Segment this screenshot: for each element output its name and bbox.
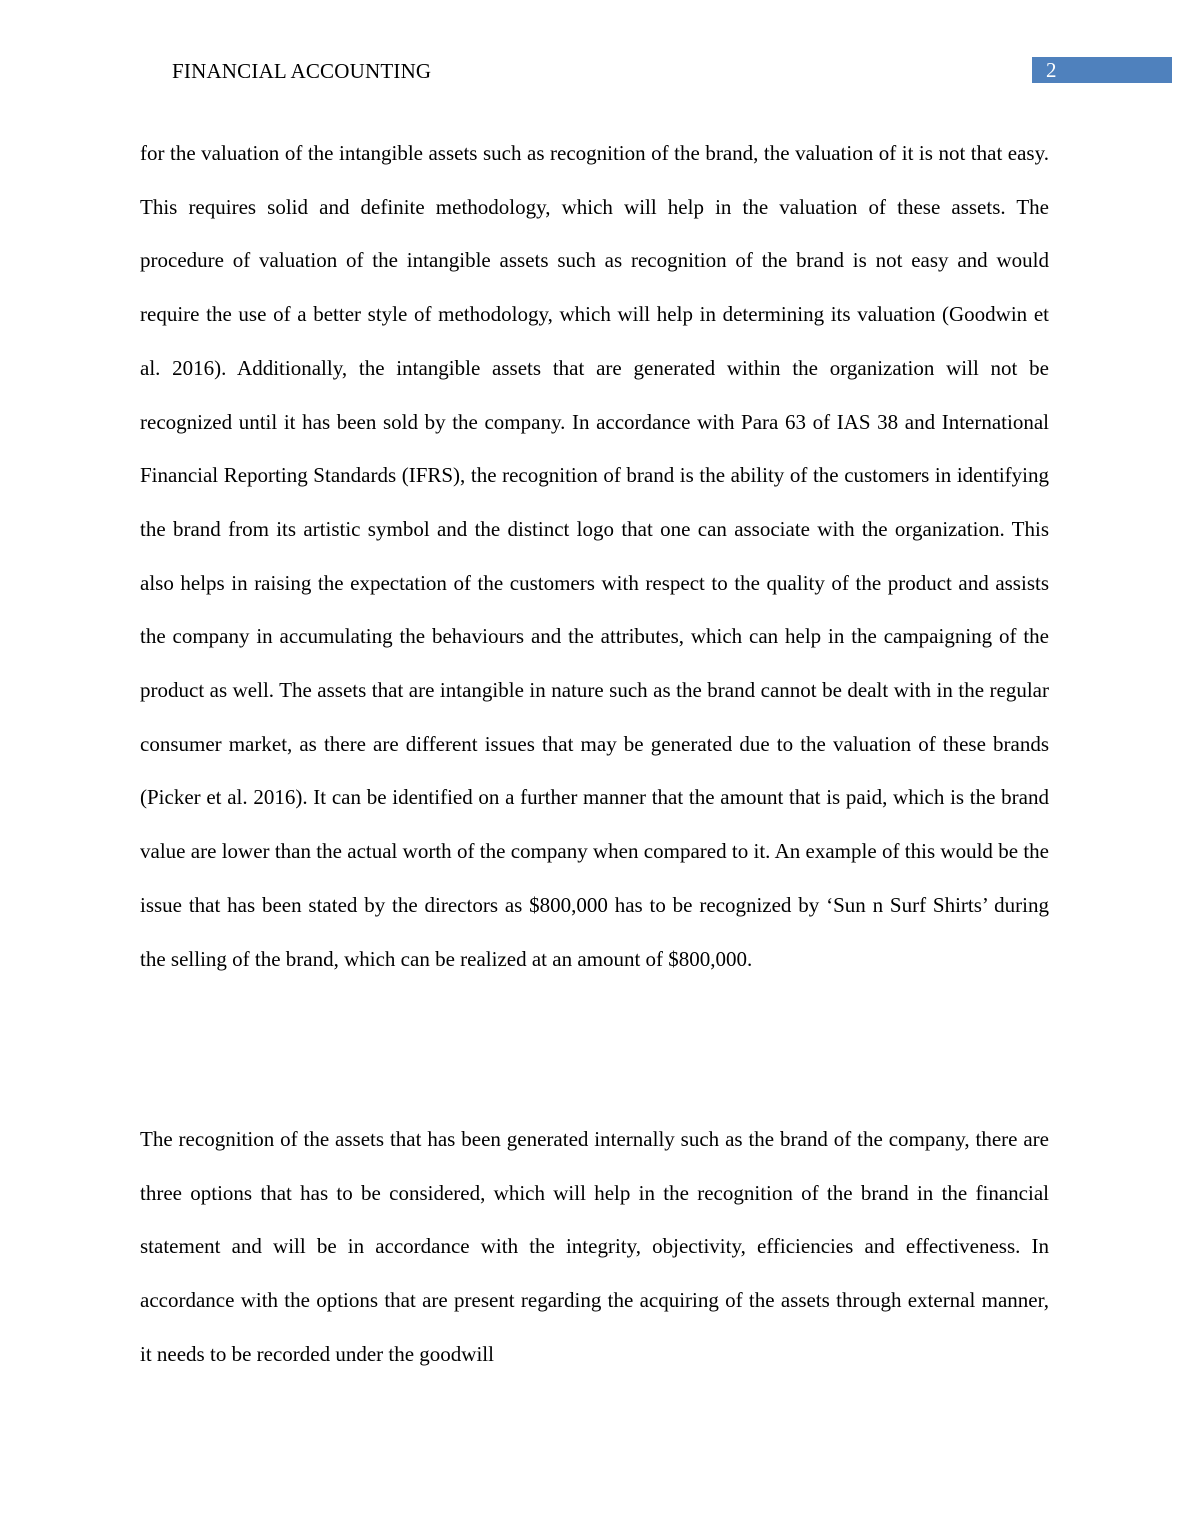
page-number: 2 — [1046, 58, 1057, 82]
page-number-badge — [1032, 57, 1172, 83]
running-header-title: FINANCIAL ACCOUNTING — [172, 59, 432, 83]
body-paragraph-1: for the valuation of the intangible assets such as recognition of the brand, the valuation of it is not that easy. This requires solid and definite methodology, which will help in the valuation of these assets. The procedure of valuation of the intangible assets such as recognition of the brand is not easy and would require the use of a better style of methodology, which will help in determining its valuation (Goodwin et al. 2016). Additionally, the intangible assets that are generated within the organization will not be recognized until it has been sold by the company. In accordance with Para 63 of IAS 38 and International Financial Reporting Standards (IFRS), the recognition of brand is the ability of the customers in identifying the brand from its artistic symbol and the distinct logo that one can associate with the organization. This also helps in raising the expectation of the customers with respect to the quality of the product and assists the company in accumulating the behaviours and the attributes, which can help in the campaigning of the product as well. The assets that are intangible in nature such as the brand cannot be dealt with in the regular consumer market, as there are different issues that may be generated due to the valuation of these brands (Picker et al. 2016). It can be identified on a further manner that the amount that is paid, which is the brand value are lower than the actual worth of the company when compared to it. An example of this would be the issue that has been stated by the directors as $800,000 has to be recognized by ‘Sun n Surf Shirts’ during the selling of the brand, which can be realized at an amount of $800,000. — [140, 141, 1049, 971]
body-paragraph-2: The recognition of the assets that has been generated internally such as the brand of the company, there are three options that has to be considered, which will help in the recognition of the brand in the financial statement and will be in accordance with the integrity, objectivity, efficiencies and effectiveness. In accordance with the options that are present regarding the acquiring of the assets through external manner, it needs to be recorded under the goodwill — [140, 1127, 1049, 1366]
